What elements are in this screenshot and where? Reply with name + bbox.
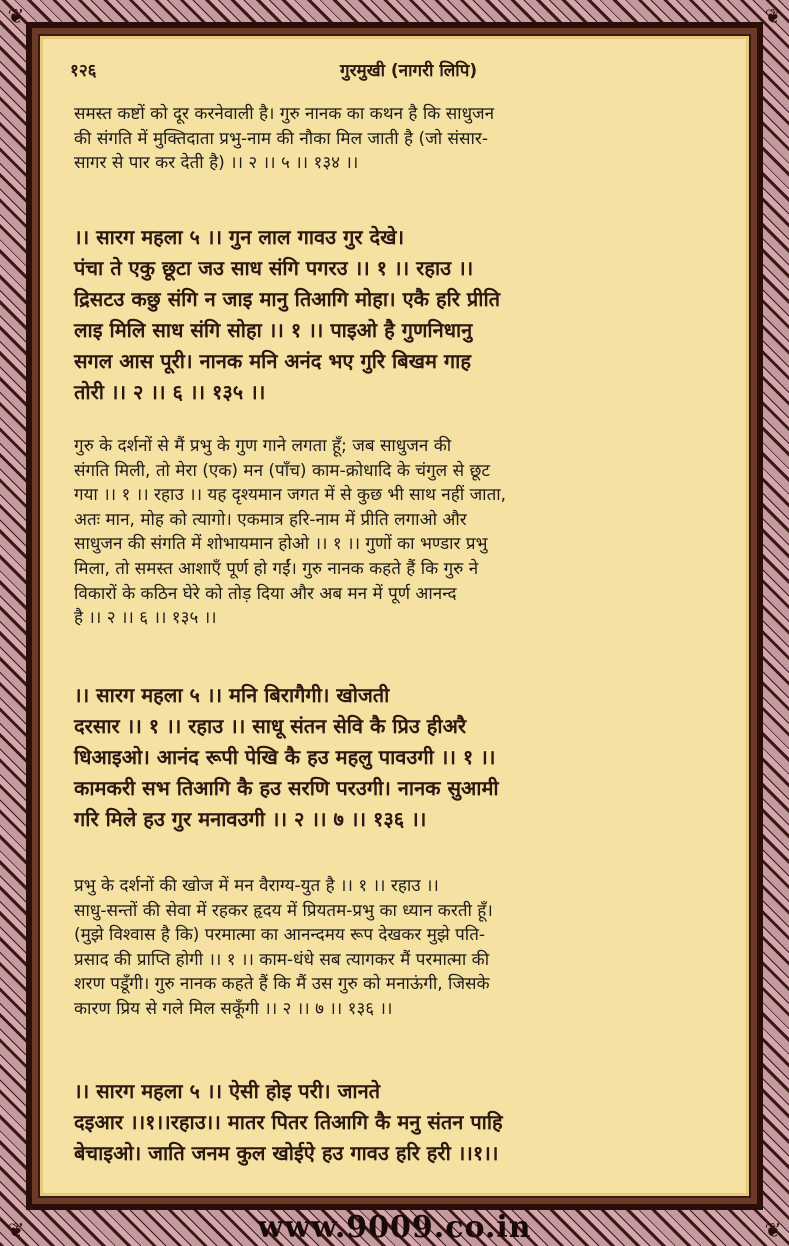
corner-ornament-icon: ❦	[764, 4, 782, 28]
page-number: १२६	[70, 61, 97, 81]
verse-paragraph: ।। सारग महला ५ ।। ऐसी होइ परी। जानते दइआर ।।१।।रहाउ।। मातर पितर तिआगि कै मनु संतन पाहि बेचाइओ। जाति जनम कुल खोईऐ हउ गावउ हरि हरी ।।१।।	[74, 1079, 503, 1165]
page-header	[70, 58, 720, 88]
commentary-paragraph: प्रभु के दर्शनों की खोज में मन वैराग्य-युत है ।। १ ।। रहाउ ।। साधु-सन्तों की सेवा में रहकर हृदय में प्रियतम-प्रभु का ध्यान करती हूँ। (मुझे विश्वास है कि) परमात्मा का आनन्दमय रूप देखकर मुझे पति- प्रसाद की प्राप्ति होगी ।। १ ।। काम-धंधे सब त्यागकर मैं परमात्मा की शरण पडूँगी। गुरु नानक कहते हैं कि मैं उस गुरु को मनाऊंगी, जिसके कारण प्रिय से गले मिल सकूँगी ।। २ ।। ७ ।। १३६ ।।	[74, 876, 493, 1019]
commentary-paragraph: समस्त कष्टों को दूर करनेवाली है। गुरु नानक का कथन है कि साधुजन की संगति में मुक्तिदाता प्रभु-नाम की नौका मिल जाती है (जो संसार- सागर से पार कर देती है) ।। २ ।। ५ ।। १३४ ।।	[74, 104, 495, 174]
commentary-paragraph: गुरु के दर्शनों से मैं प्रभु के गुण गाने लगता हूँ; जब साधुजन की संगति मिली, तो मेरा (एक) मन (पाँच) काम-क्रोधादि के चंगुल से छूट गया ।। १ ।। रहाउ ।। यह दृश्यमान जगत में से कुछ भी साथ नहीं जाता, अतः मान, मोह को त्यागो। एकमात्र हरि-नाम में प्रीति लगाओ और साधुजन की संगति में शोभायमान होओ ।। १ ।। गुणों का भण्डार प्रभु मिला, तो समस्त आशाएँ पूर्ण हो गईं। गुरु नानक कहते हैं कि गुरु ने विकारों के कठिन घेरे को तोड़ दिया और अब मन में पूर्ण आनन्द है ।। २ ।। ६ ।। १३५ ।।	[74, 436, 507, 629]
running-title: गुरमुखी (नागरी लिपि)	[340, 61, 478, 81]
website-footer: www.9009.co.in	[257, 1210, 532, 1245]
verse-paragraph: ।। सारग महला ५ ।। गुन लाल गावउ गुर देखे। पंचा ते एकु छूटा जउ साध संगि पगरउ ।। १ ।। रहाउ ।। द्रिसटउ कछु संगि न जाइ मानु तिआगि मोहा। एकै हरि प्रीति लाइ मिलि साध संगि सोहा ।। १ ।। पाइओ है गुणनिधानु सगल आस पूरी। नानक मनि अनंद भए गुरि बिखम गाह तोरी ।। २ ।। ६ ।। १३५ ।।	[74, 225, 501, 404]
corner-ornament-icon: ❦	[764, 1218, 782, 1242]
corner-ornament-icon: ❦	[7, 1218, 25, 1242]
corner-ornament-icon: ❦	[7, 4, 25, 28]
verse-paragraph: ।। सारग महला ५ ।। मनि बिरागैगी। खोजती दरसार ।। १ ।। रहाउ ।। साधू संतन सेवि कै प्रिउ हीअरै धिआइओ। आनंद रूपी पेखि कै हउ महलु पावउगी ।। १ ।। कामकरी सभ तिआगि कै हउ सरणि परउगी। नानक सुआमी गरि मिले हउ गुर मनावउगी ।। २ ।। ७ ।। १३६ ।।	[74, 683, 499, 831]
book-page	[38, 34, 751, 1198]
